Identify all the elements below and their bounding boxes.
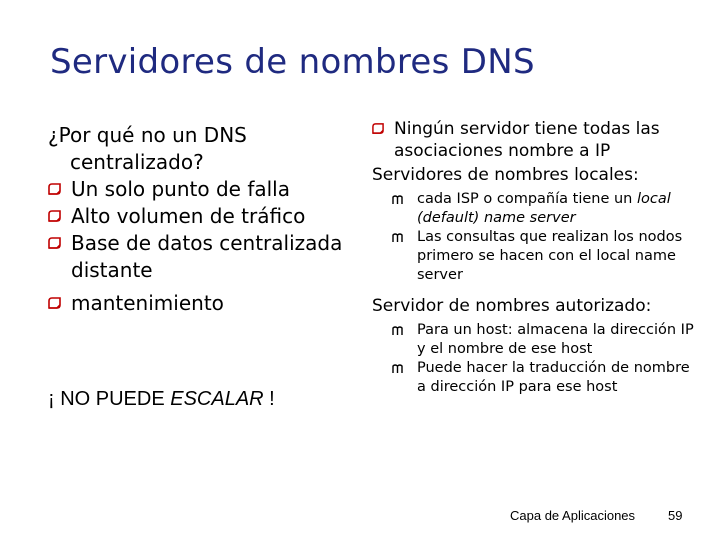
m-bullet-icon — [392, 325, 403, 336]
local-item-text: Las consultas que realizan los nodos primero se hacen con el local name server — [417, 229, 683, 283]
auth-item-2 — [392, 359, 702, 397]
red-bullet-icon — [372, 123, 384, 135]
local-item-1 — [392, 190, 702, 228]
left-bullet-text: Alto volumen de tráfico — [71, 204, 306, 228]
left-bullet-1 — [48, 176, 358, 203]
left-bullet-text: Base de datos centralizada distante — [71, 231, 343, 282]
local-item-text: cada ISP o compañía tiene un local (default) name server — [417, 191, 671, 226]
red-bullet-icon — [48, 237, 61, 250]
no-scale-prefix: ¡ NO PUEDE — [48, 388, 171, 410]
local-heading: Servidores de nombres locales: — [372, 165, 639, 185]
left-bullet-text: Un solo punto de falla — [71, 177, 290, 201]
question-line-1: ¿Por qué no un DNS — [48, 123, 247, 147]
right-top-bullet-text: Ningún servidor tiene todas las asociaciones nombre a IP — [394, 119, 660, 161]
left-bullet-2 — [48, 203, 358, 230]
no-scale-suffix: ! — [263, 388, 275, 410]
auth-item-text: Puede hacer la traducción de nombre a dirección IP para ese host — [417, 360, 690, 395]
left-bullet-3 — [48, 230, 358, 284]
left-bullet-text: mantenimiento — [71, 291, 224, 315]
auth-item-1 — [392, 321, 702, 359]
m-bullet-icon — [392, 232, 403, 243]
question-line-2: centralizado? — [70, 150, 204, 174]
no-scale-emph: ESCALAR — [170, 388, 264, 410]
auth-heading: Servidor de nombres autorizado: — [372, 296, 652, 316]
red-bullet-icon — [48, 210, 61, 223]
local-item-2 — [392, 228, 702, 285]
page-number: 59 — [668, 508, 683, 523]
red-bullet-icon — [48, 297, 61, 310]
left-column — [48, 122, 358, 317]
page-title: Servidores de nombres DNS — [50, 42, 535, 82]
footer-label: Capa de Aplicaciones — [510, 508, 636, 523]
red-bullet-icon — [48, 183, 61, 196]
m-bullet-icon — [392, 194, 403, 205]
no-scale-statement — [48, 388, 275, 411]
m-bullet-icon — [392, 363, 403, 374]
right-column — [372, 118, 702, 397]
auth-item-text: Para un host: almacena la dirección IP y el nombre de ese host — [417, 322, 694, 357]
right-top-bullet — [372, 118, 702, 162]
left-bullet-4 — [48, 290, 358, 317]
local-item-emph: local (default) name server — [417, 191, 671, 226]
